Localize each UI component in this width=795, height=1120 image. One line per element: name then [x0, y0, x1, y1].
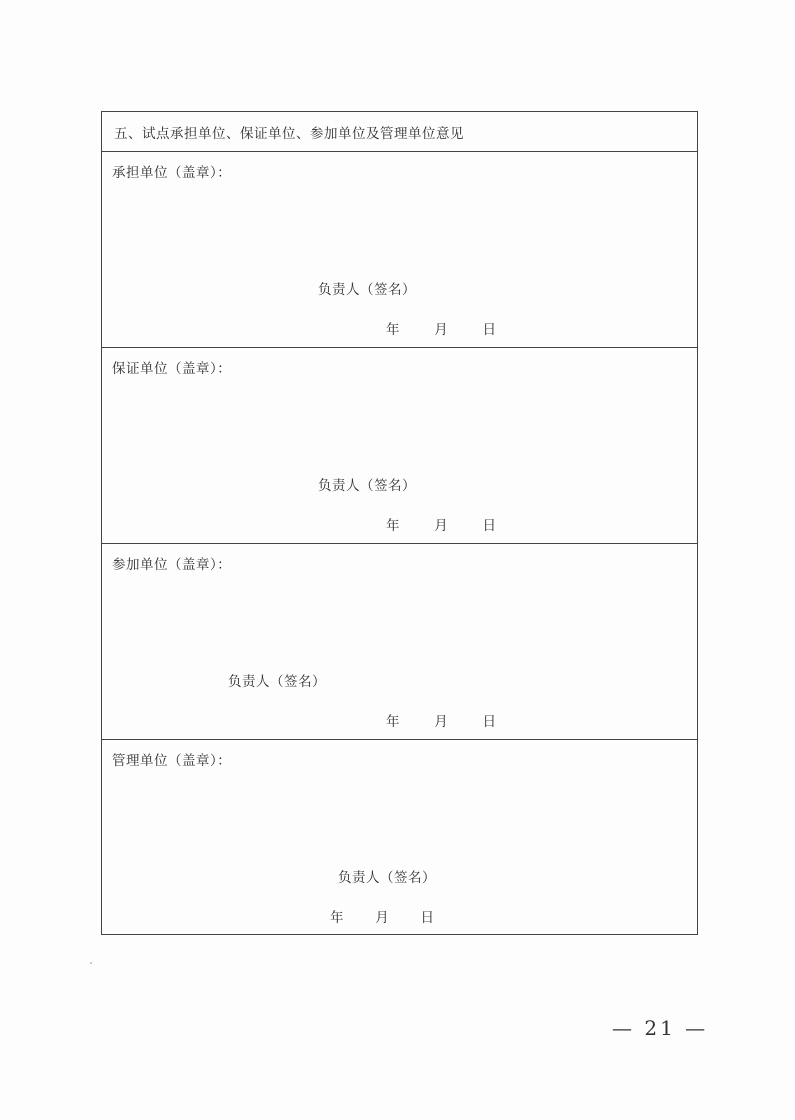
participating-unit-date	[386, 710, 496, 730]
date-day-label: 日	[482, 714, 496, 730]
guarantee-unit-signer-label: 负责人（签名）	[318, 478, 416, 494]
participating-unit-section	[102, 544, 697, 740]
guarantee-unit-seal-label: 保证单位（盖章）：	[112, 361, 232, 377]
management-unit-date	[330, 906, 434, 926]
date-month-label: 月	[434, 518, 448, 534]
participating-unit-seal-label: 参加单位（盖章）：	[112, 557, 232, 573]
date-month-label: 月	[434, 322, 448, 338]
date-year-label: 年	[386, 518, 400, 534]
date-year-label: 年	[330, 910, 344, 926]
scan-speck	[90, 962, 92, 964]
date-month-label: 月	[434, 714, 448, 730]
guarantee-unit-date	[386, 514, 496, 534]
date-day-label: 日	[482, 518, 496, 534]
management-unit-seal-label: 管理单位（盖章）：	[112, 753, 232, 769]
date-year-label: 年	[386, 714, 400, 730]
date-month-label: 月	[375, 910, 389, 926]
guarantee-unit-section	[102, 348, 697, 544]
management-unit-section	[102, 740, 697, 934]
page-number: — 21 —	[612, 1016, 709, 1040]
participating-unit-signer-label: 负责人（签名）	[228, 674, 326, 690]
date-year-label: 年	[386, 322, 400, 338]
form-section-title: 五、试点承担单位、保证单位、参加单位及管理单位意见	[102, 112, 697, 152]
date-day-label: 日	[420, 910, 434, 926]
management-unit-signer-label: 负责人（签名）	[338, 870, 436, 886]
opinion-form-table	[101, 111, 698, 935]
date-day-label: 日	[482, 322, 496, 338]
undertaking-unit-section	[102, 152, 697, 348]
undertaking-unit-date	[386, 318, 496, 338]
undertaking-unit-seal-label: 承担单位（盖章）：	[112, 165, 232, 181]
undertaking-unit-signer-label: 负责人（签名）	[318, 282, 416, 298]
